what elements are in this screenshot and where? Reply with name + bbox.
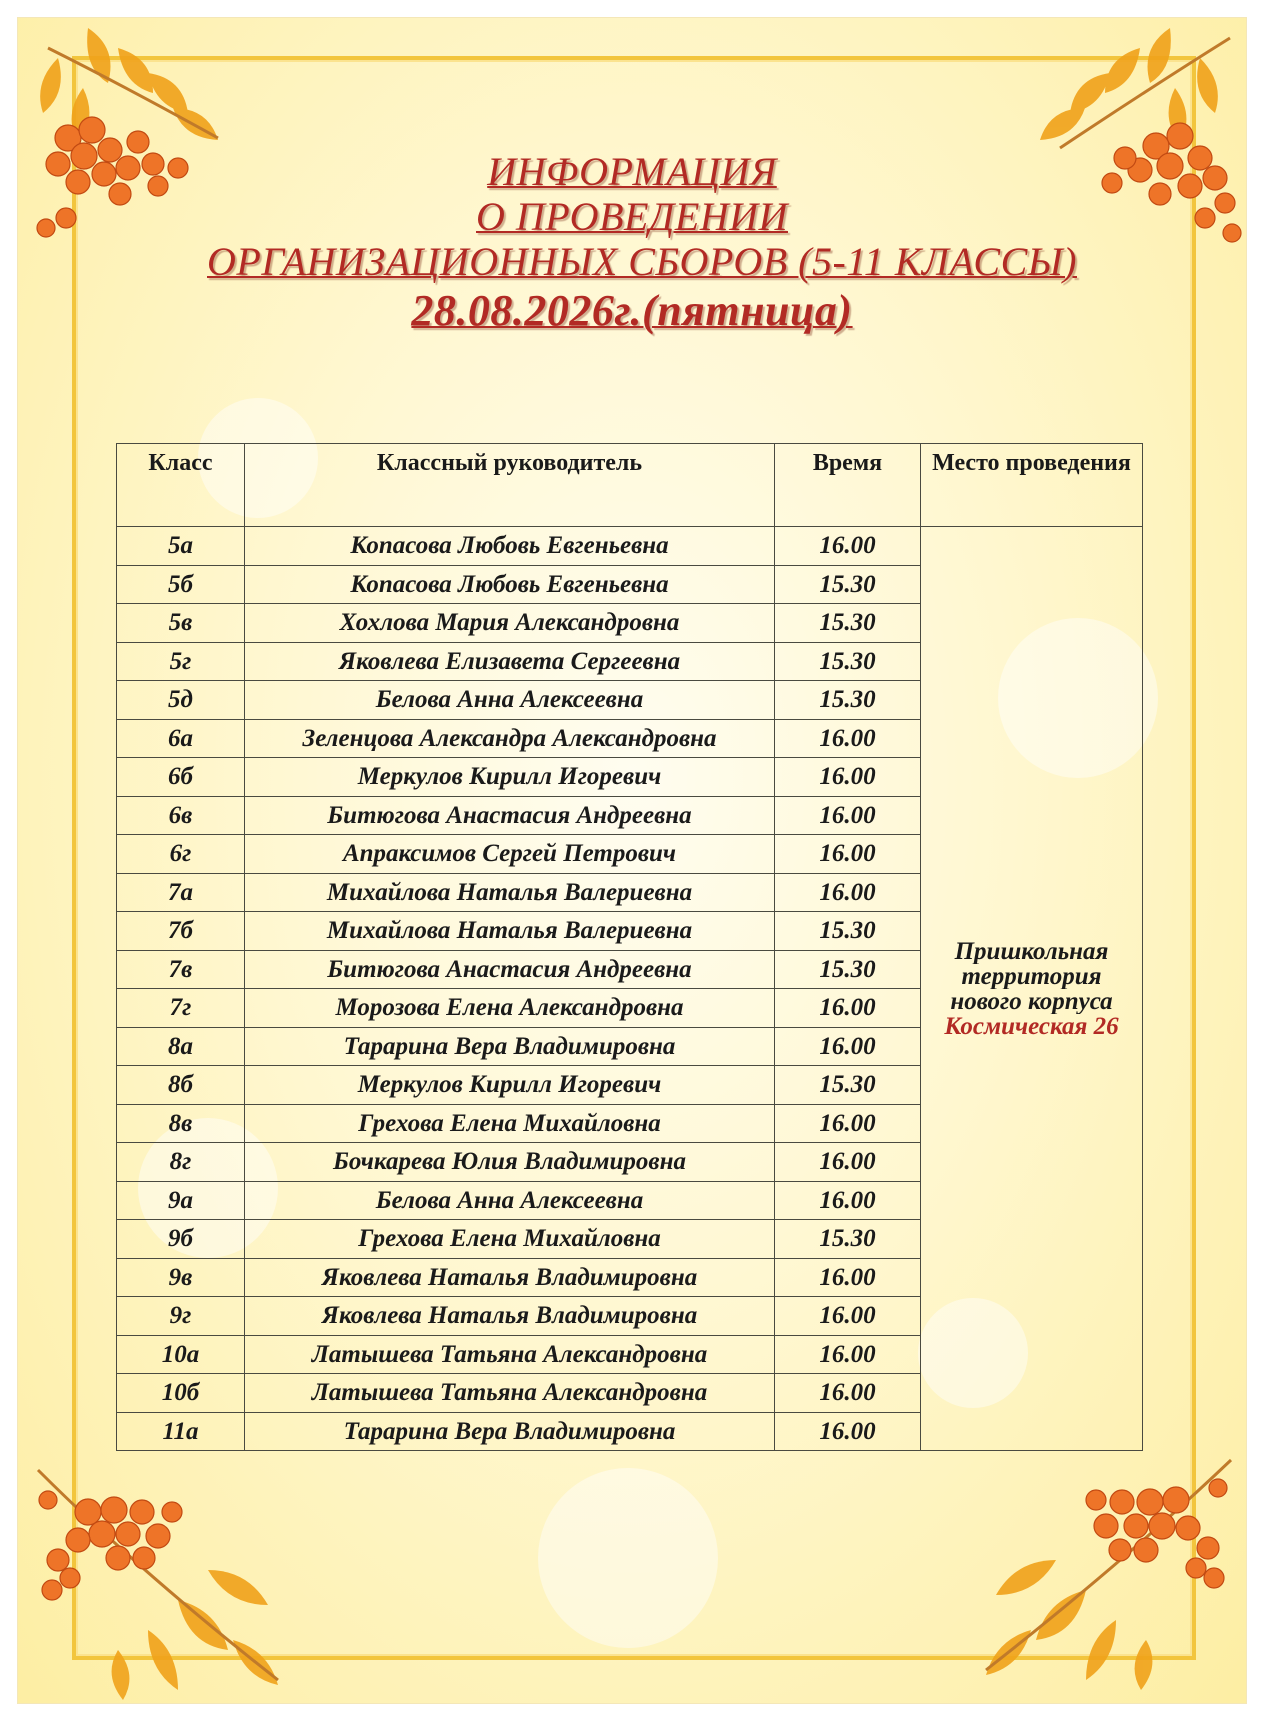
title-line-3: ОРГАНИЗАЦИОННЫХ СБОРОВ (5-11 КЛАССЫ) (207, 238, 1077, 284)
teacher-cell: Тарарина Вера Владимировна (245, 1027, 775, 1066)
teacher-cell: Яковлева Наталья Владимировна (245, 1297, 775, 1336)
class-cell: 7в (117, 950, 245, 989)
teacher-cell: Белова Анна Алексеевна (245, 681, 775, 720)
header-teacher: Классный руководитель (245, 444, 775, 527)
class-cell: 8в (117, 1104, 245, 1143)
teacher-cell: Латышева Татьяна Александровна (245, 1374, 775, 1413)
table-header-row (117, 444, 1143, 527)
rowan-berries-bottom-left-icon (18, 1450, 318, 1703)
class-cell: 5в (117, 604, 245, 643)
title-date: 28.08.2026г.(пятница) (411, 286, 853, 336)
teacher-cell: Битюгова Анастасия Андреевна (245, 796, 775, 835)
class-cell: 5д (117, 681, 245, 720)
time-cell: 16.00 (775, 1335, 921, 1374)
table-row (117, 527, 1143, 566)
teacher-cell: Морозова Елена Александровна (245, 989, 775, 1028)
teacher-cell: Яковлева Наталья Владимировна (245, 1258, 775, 1297)
time-cell: 15.30 (775, 642, 921, 681)
schedule-table (116, 443, 1143, 1451)
time-cell: 16.00 (775, 1181, 921, 1220)
time-cell: 16.00 (775, 719, 921, 758)
class-cell: 9а (117, 1181, 245, 1220)
time-cell: 15.30 (775, 681, 921, 720)
teacher-cell: Яковлева Елизавета Сергеевна (245, 642, 775, 681)
time-cell: 15.30 (775, 604, 921, 643)
time-cell: 15.30 (775, 950, 921, 989)
class-cell: 6а (117, 719, 245, 758)
teacher-cell: Грехова Елена Михайловна (245, 1220, 775, 1259)
place-line1: Пришкольная (954, 938, 1109, 964)
class-cell: 6в (117, 796, 245, 835)
time-cell: 16.00 (775, 1374, 921, 1413)
class-cell: 5б (117, 565, 245, 604)
teacher-cell: Латышева Татьяна Александровна (245, 1335, 775, 1374)
teacher-cell: Копасова Любовь Евгеньевна (245, 565, 775, 604)
time-cell: 16.00 (775, 873, 921, 912)
class-cell: 11а (117, 1412, 245, 1451)
time-cell: 16.00 (775, 1297, 921, 1336)
title-line-1: ИНФОРМАЦИЯ (487, 149, 777, 194)
time-cell: 16.00 (775, 1258, 921, 1297)
class-cell: 6б (117, 758, 245, 797)
time-cell: 16.00 (775, 989, 921, 1028)
teacher-cell: Бочкарева Юлия Владимировна (245, 1143, 775, 1182)
class-cell: 10б (117, 1374, 245, 1413)
teacher-cell: Хохлова Мария Александровна (245, 604, 775, 643)
time-cell: 16.00 (775, 1104, 921, 1143)
teacher-cell: Битюгова Анастасия Андреевна (245, 950, 775, 989)
time-cell: 15.30 (775, 1066, 921, 1105)
teacher-cell: Меркулов Кирилл Игоревич (245, 1066, 775, 1105)
time-cell: 16.00 (775, 527, 921, 566)
class-cell: 7б (117, 912, 245, 951)
class-cell: 7а (117, 873, 245, 912)
time-cell: 16.00 (775, 1412, 921, 1451)
teacher-cell: Копасова Любовь Евгеньевна (245, 527, 775, 566)
time-cell: 16.00 (775, 758, 921, 797)
place-cell (921, 527, 1143, 1451)
teacher-cell: Грехова Елена Михайловна (245, 1104, 775, 1143)
place-line3: нового корпуса (950, 988, 1113, 1014)
class-cell: 8б (117, 1066, 245, 1105)
class-cell: 6г (117, 835, 245, 874)
time-cell: 16.00 (775, 796, 921, 835)
class-cell: 9в (117, 1258, 245, 1297)
time-cell: 15.30 (775, 565, 921, 604)
class-cell: 5г (117, 642, 245, 681)
header-time: Время (775, 444, 921, 527)
time-cell: 16.00 (775, 835, 921, 874)
title-block (0, 150, 1264, 336)
class-cell: 8г (117, 1143, 245, 1182)
class-cell: 7г (117, 989, 245, 1028)
teacher-cell: Михайлова Наталья Валериевна (245, 912, 775, 951)
class-cell: 9г (117, 1297, 245, 1336)
teacher-cell: Михайлова Наталья Валериевна (245, 873, 775, 912)
teacher-cell: Апраксимов Сергей Петрович (245, 835, 775, 874)
class-cell: 5а (117, 527, 245, 566)
class-cell: 9б (117, 1220, 245, 1259)
teacher-cell: Тарарина Вера Владимировна (245, 1412, 775, 1451)
teacher-cell: Белова Анна Алексеевна (245, 1181, 775, 1220)
teacher-cell: Зеленцова Александра Александровна (245, 719, 775, 758)
header-class: Класс (117, 444, 245, 527)
time-cell: 15.30 (775, 1220, 921, 1259)
rowan-berries-bottom-right-icon (946, 1440, 1246, 1703)
time-cell: 16.00 (775, 1143, 921, 1182)
class-cell: 8а (117, 1027, 245, 1066)
teacher-cell: Меркулов Кирилл Игоревич (245, 758, 775, 797)
class-cell: 10а (117, 1335, 245, 1374)
place-line4: Космическая 26 (944, 1013, 1119, 1039)
place-line2: территория (961, 963, 1102, 989)
time-cell: 16.00 (775, 1027, 921, 1066)
table-body (117, 527, 1143, 1451)
title-line-2: О ПРОВЕДЕНИИ (476, 193, 788, 239)
header-place: Место проведения (921, 444, 1143, 527)
time-cell: 15.30 (775, 912, 921, 951)
